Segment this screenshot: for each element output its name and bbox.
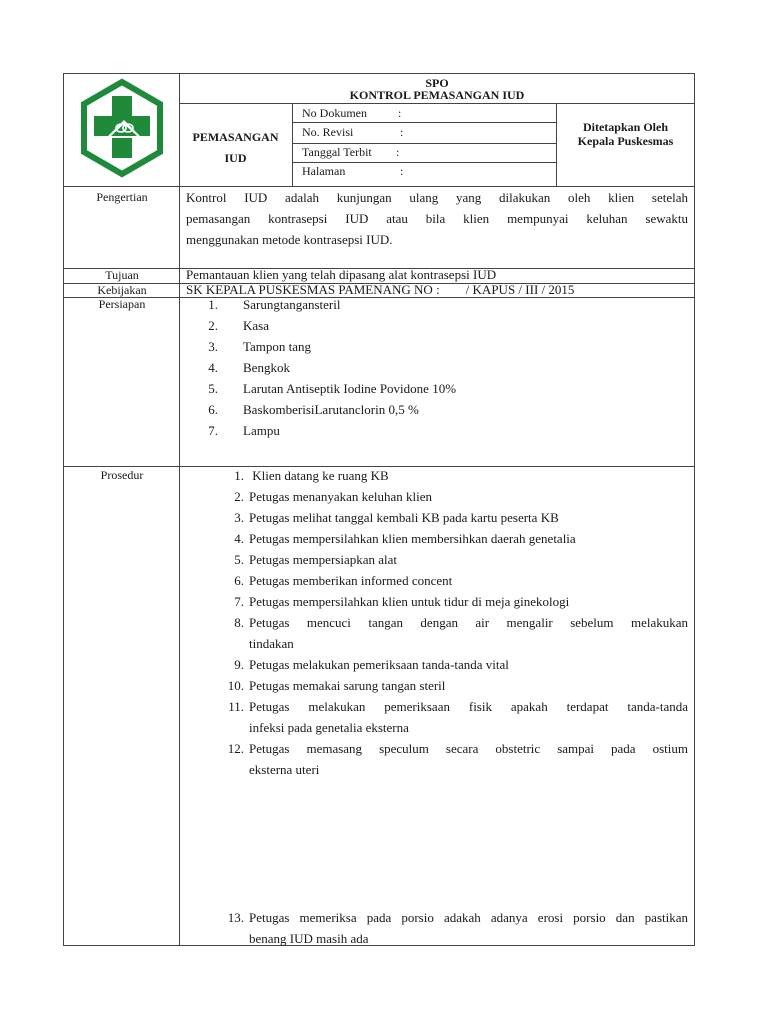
list-text: Petugas mempersilahkan klien untuk tidur di meja ginekologi [249, 594, 570, 609]
list-text: benang IUD masih ada [249, 931, 369, 946]
title-kontrol: KONTROL PEMASANGAN IUD [349, 88, 525, 102]
list-number: 12. [227, 741, 244, 756]
puskesmas-logo [80, 78, 164, 178]
list-number: 6. [208, 402, 218, 417]
list-text: Petugas melakukan pemeriksaan tanda-tanda vital [249, 657, 509, 672]
tujuan-text: Pemantauan klien yang telah dipasang alat kontrasepsi IUD [186, 267, 497, 282]
list-number: 5. [208, 381, 218, 396]
list-number: 1. [208, 297, 218, 312]
approval-line-1: Ditetapkan Oleh [582, 120, 668, 134]
list-number: 5. [234, 552, 244, 567]
list-text: Petugas melakukan pemeriksaan fisik apakah terdapat tanda-tanda [249, 699, 688, 714]
list-text: eksterna uteri [249, 762, 320, 777]
field-row-line-1 [292, 122, 556, 123]
list-text: Sarungtangansteril [243, 297, 341, 312]
list-text: Petugas mencuci tangan dengan air mengalir sebelum melakukan [249, 615, 688, 630]
field-row-line-2 [292, 143, 556, 144]
list-text: Petugas mempersilahkan klien membersihkan daerah genetalia [249, 531, 576, 546]
pengertian-line-3: menggunakan metode kontrasepsi IUD. [186, 232, 393, 247]
title-spo: SPO [425, 76, 449, 90]
list-text: Kasa [243, 318, 269, 333]
list-number: 9. [234, 657, 244, 672]
label-tujuan: Tujuan [105, 268, 139, 282]
list-text: Larutan Antiseptik Iodine Povidone 10% [243, 381, 457, 396]
approval-line-2: Kepala Puskesmas [577, 134, 674, 148]
list-text: infeksi pada genetalia eksterna [249, 720, 409, 735]
field-row-line-3 [292, 162, 556, 163]
pengertian-line-1: Kontrol IUD adalah kunjungan ulang yang dilakukan oleh klien setelah [186, 190, 688, 205]
list-number: 2. [208, 318, 218, 333]
list-number: 13. [227, 910, 244, 925]
list-text: tindakan [249, 636, 294, 651]
label-prosedur: Prosedur [100, 468, 144, 482]
list-number: 11. [228, 699, 244, 714]
list-number: 2. [234, 489, 244, 504]
list-number: 6. [234, 573, 244, 588]
field-sep: : [400, 164, 404, 178]
list-number: 8. [234, 615, 244, 630]
pemasangan-divider [292, 103, 293, 186]
field-label: Tanggal Terbit [302, 145, 372, 159]
list-text: Bengkok [243, 360, 290, 375]
field-sep: : [400, 125, 404, 139]
list-text: BaskomberisiLarutanclorin 0,5 % [243, 402, 419, 417]
kebijakan-text: SK KEPALA PUSKESMAS PAMENANG NO : / KAPUS / III / 2015 [186, 282, 575, 297]
list-number: 3. [234, 510, 244, 525]
list-text: Petugas melihat tanggal kembali KB pada kartu peserta KB [249, 510, 559, 525]
label-pengertian: Pengertian [96, 190, 148, 204]
field-label: No. Revisi [302, 125, 354, 139]
list-text: Petugas menanyakan keluhan klien [249, 489, 433, 504]
list-text: Petugas memasang speculum secara obstetric sampai pada ostium [249, 741, 688, 756]
list-text: Petugas memberikan informed concent [249, 573, 453, 588]
list-text: Tampon tang [243, 339, 312, 354]
title-divider [179, 103, 695, 104]
pemasangan-label: PEMASANGAN [192, 130, 279, 144]
list-text: Klien datang ke ruang KB [249, 468, 389, 483]
list-text: Petugas mempersiapkan alat [249, 552, 398, 567]
list-number: 3. [208, 339, 218, 354]
label-persiapan: Persiapan [98, 297, 146, 311]
list-number: 4. [208, 360, 218, 375]
pengertian-line-2: pemasangan kontrasepsi IUD atau bila klien mempunyai keluhan sewaktu [186, 211, 688, 226]
list-number: 1. [234, 468, 244, 483]
field-label: Halaman [302, 164, 346, 178]
list-number: 4. [234, 531, 244, 546]
header-bottom-line [63, 186, 695, 187]
row-line-prosedur [63, 466, 695, 467]
iud-label: IUD [224, 151, 247, 165]
list-number: 7. [234, 594, 244, 609]
list-number: 7. [208, 423, 218, 438]
list-text: Petugas memakai sarung tangan steril [249, 678, 446, 693]
field-sep: : [398, 106, 402, 120]
list-text: Petugas memeriksa pada porsio adakah adanya erosi porsio dan pastikan [249, 910, 688, 925]
field-sep: : [396, 145, 400, 159]
list-text: Lampu [243, 423, 280, 438]
field-label: No Dokumen [302, 106, 367, 120]
label-kebijakan: Kebijakan [97, 283, 147, 297]
list-number: 10. [227, 678, 244, 693]
